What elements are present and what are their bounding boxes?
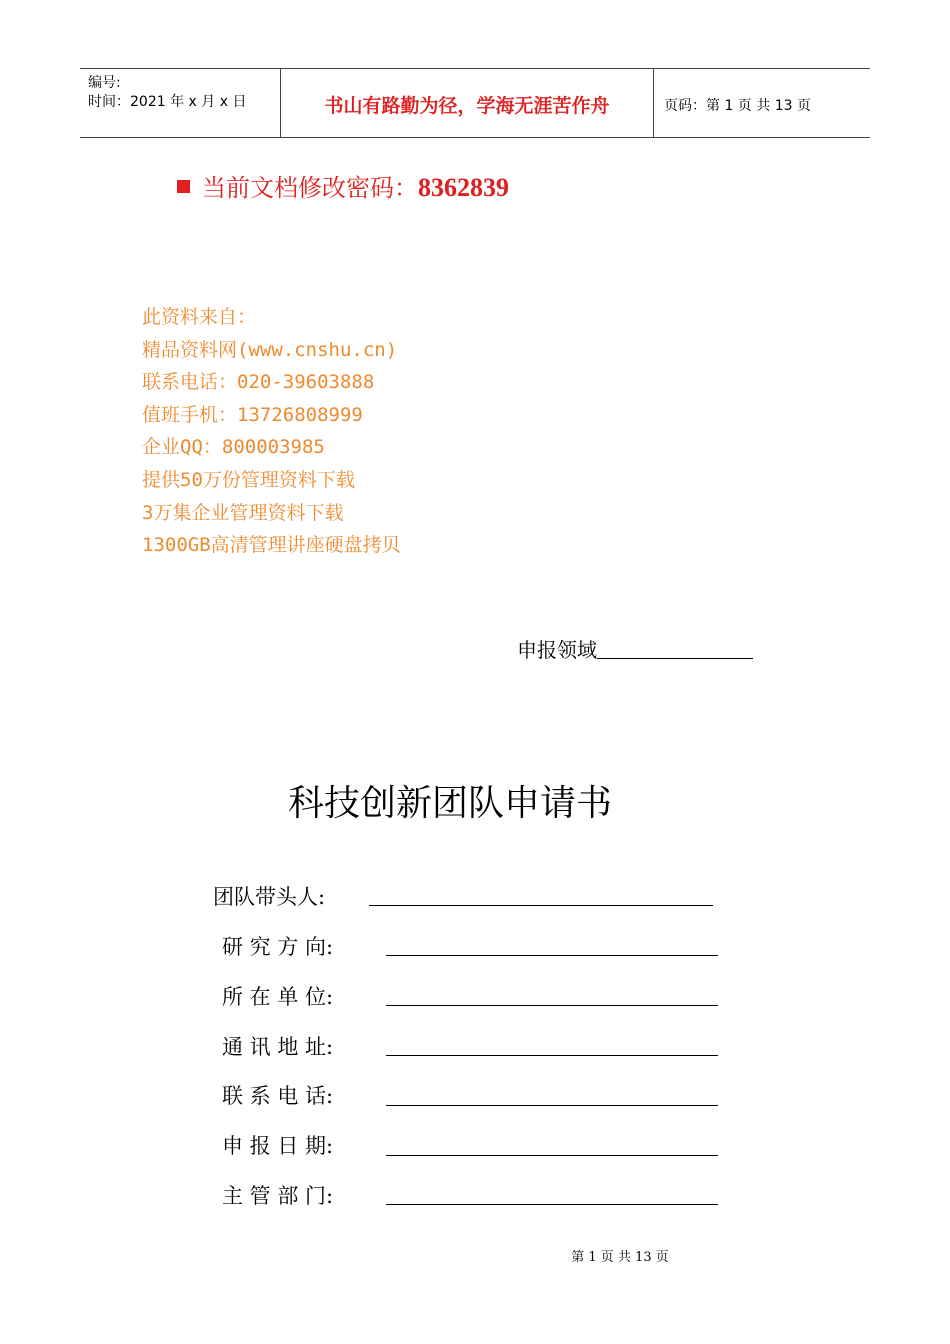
form-field-blank[interactable] bbox=[386, 1105, 718, 1106]
info-line: 企业QQ：800003985 bbox=[142, 436, 325, 459]
info-line: 值班手机：13726808999 bbox=[142, 403, 363, 426]
form-field-blank[interactable] bbox=[386, 1055, 718, 1056]
document-title: 科技创新团队申请书 bbox=[287, 783, 612, 824]
header-page-info: 页码：第 1 页 共 13 页 bbox=[664, 98, 811, 114]
form-field-organization bbox=[222, 981, 333, 1011]
form-field-team-leader bbox=[213, 881, 325, 911]
form-field-blank[interactable] bbox=[386, 955, 718, 956]
form-field-label: 通 讯 地 址: bbox=[222, 1035, 334, 1059]
form-field-label: 团队带头人: bbox=[213, 885, 326, 909]
header-motto: 书山有路勤为径，学海无涯苦作舟 bbox=[324, 95, 610, 117]
form-field-label: 主 管 部 门: bbox=[222, 1184, 334, 1208]
page-header bbox=[80, 68, 870, 138]
header-meta-cell bbox=[80, 69, 281, 137]
footer-page-number: 第 1 页 共 13 页 bbox=[571, 1250, 669, 1265]
square-bullet-icon bbox=[177, 180, 190, 193]
password-label: 当前文档修改密码： bbox=[202, 174, 418, 202]
form-field-date bbox=[222, 1130, 333, 1160]
form-field-blank[interactable] bbox=[386, 1204, 718, 1205]
form-field-phone bbox=[222, 1080, 333, 1110]
info-line: 此资料来自： bbox=[142, 306, 257, 328]
source-info-block bbox=[142, 303, 401, 564]
declare-field-blank[interactable] bbox=[597, 636, 753, 659]
form-field-label: 申 报 日 期: bbox=[222, 1134, 334, 1158]
form-field-blank[interactable] bbox=[369, 905, 713, 906]
document-time-label: 时间：2021 年 x 月 x 日 bbox=[88, 94, 247, 110]
form-field-label: 所 在 单 位: bbox=[222, 985, 334, 1009]
form-field-address bbox=[222, 1031, 333, 1061]
header-page-cell bbox=[654, 69, 870, 137]
info-line: 1300GB高清管理讲座硬盘拷贝 bbox=[142, 534, 401, 557]
password-code: 8362839 bbox=[418, 173, 509, 202]
form-field-research-direction bbox=[222, 931, 333, 961]
declare-field bbox=[517, 634, 753, 663]
form-field-label: 研 究 方 向: bbox=[222, 935, 334, 959]
form-field-blank[interactable] bbox=[386, 1005, 718, 1006]
form-field-department bbox=[222, 1180, 333, 1210]
password-line bbox=[177, 168, 509, 203]
header-motto-cell bbox=[281, 69, 654, 137]
info-line: 联系电话：020-39603888 bbox=[142, 371, 375, 394]
document-number-label: 编号: bbox=[88, 75, 121, 91]
page-footer bbox=[0, 1246, 950, 1265]
form-field-blank[interactable] bbox=[386, 1155, 718, 1156]
info-line: 精品资料网(www.cnshu.cn) bbox=[142, 338, 398, 361]
form-field-label: 联 系 电 话: bbox=[222, 1084, 334, 1108]
declare-field-label: 申报领域 bbox=[517, 638, 597, 662]
info-line: 3万集企业管理资料下载 bbox=[142, 501, 344, 524]
info-line: 提供50万份管理资料下载 bbox=[142, 468, 355, 491]
